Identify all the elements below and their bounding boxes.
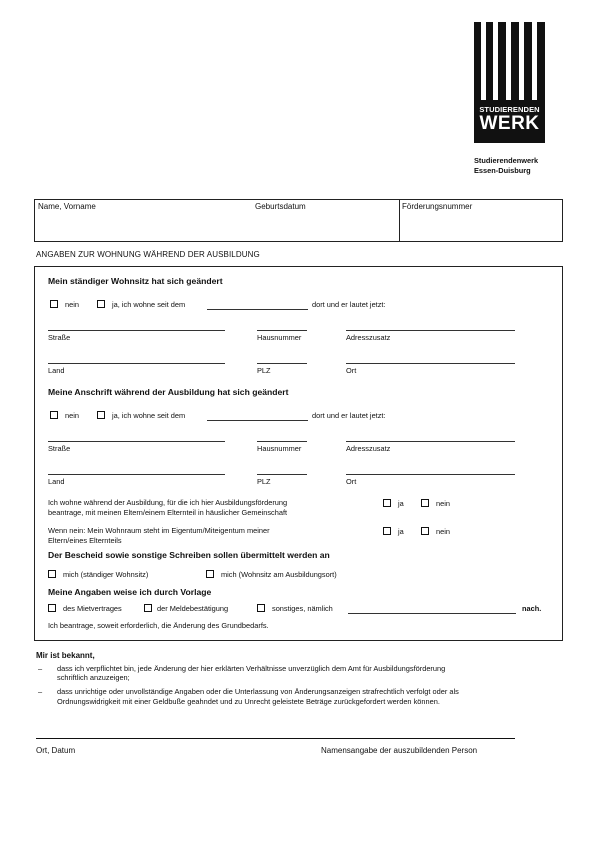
proof-suffix: nach. xyxy=(522,604,542,613)
block2-city-label: Ort xyxy=(346,477,357,486)
signature-line[interactable] xyxy=(36,738,515,739)
block1-address-input[interactable] xyxy=(346,330,515,331)
block2-heading: Meine Anschrift während der Ausbildung hat sich geändert xyxy=(48,387,289,397)
block1-zip-input[interactable] xyxy=(257,363,307,364)
block1-country-label: Land xyxy=(48,366,65,375)
logo-stripe xyxy=(481,22,486,100)
q1-text-line2: beantrage, mit meinen Eltern/einem Elternteil in häuslicher Gemeinschaft xyxy=(48,508,288,517)
q1-text-line1: Ich wohne während der Ausbildung, für die ich hier Ausbildungsförderung xyxy=(48,498,288,507)
q2-yes-checkbox[interactable] xyxy=(383,527,391,535)
delivery-permanent-label: mich (ständiger Wohnsitz) xyxy=(63,570,149,579)
proof-note: Ich beantrage, soweit erforderlich, die Änderung des Grundbedarfs. xyxy=(48,621,269,630)
block1-zip-label: PLZ xyxy=(257,366,271,375)
block1-address-label: Adresszusatz xyxy=(346,333,391,342)
proof-other-label: sonstiges, nämlich xyxy=(272,604,333,613)
q2-yes-label: ja xyxy=(398,527,404,536)
block1-house-input[interactable] xyxy=(257,330,307,331)
block1-country-input[interactable] xyxy=(48,363,225,364)
block2-street-input[interactable] xyxy=(48,441,225,442)
q1-yes-checkbox[interactable] xyxy=(383,499,391,507)
block2-street-label: Straße xyxy=(48,444,71,453)
proof-heading: Meine Angaben weise ich durch Vorlage xyxy=(48,587,212,597)
block1-heading: Mein ständiger Wohnsitz hat sich geändert xyxy=(48,276,223,286)
known-dash: – xyxy=(38,664,43,673)
q2-no-checkbox[interactable] xyxy=(421,527,429,535)
proof-lease-checkbox[interactable] xyxy=(48,604,56,612)
proof-other-checkbox[interactable] xyxy=(257,604,265,612)
block1-house-label: Hausnummer xyxy=(257,333,302,342)
known-item-2-line1: dass unrichtige oder unvollständige Angaben oder die Unterlassung von Änderungsanzeigen strafrechtlich verfolgt oder als xyxy=(57,687,459,696)
logo-caption: Essen-Duisburg xyxy=(474,166,531,175)
header-divider xyxy=(399,199,400,242)
block2-date-input[interactable] xyxy=(207,420,308,421)
block2-house-label: Hausnummer xyxy=(257,444,302,453)
delivery-permanent-checkbox[interactable] xyxy=(48,570,56,578)
delivery-heading: Der Bescheid sowie sonstige Schreiben sollen übermittelt werden an xyxy=(48,550,330,560)
logo-stripe xyxy=(493,22,498,100)
proof-registration-label: der Meldebestätigung xyxy=(157,604,229,613)
block1-no-label: nein xyxy=(65,300,79,309)
known-item-1-line1: dass ich verpflichtet bin, jede Änderung der hier erklärten Verhältnisse unverzüglich dem Amt für Ausbildungsförderung xyxy=(57,664,446,673)
logo-text-main: WERK xyxy=(479,113,540,134)
place-date-label: Ort, Datum xyxy=(36,746,76,755)
known-item-2-line2: Ordnungswidrigkeit mit einer Geldbuße geahndet und zu Unrecht geleistete Beträge zurückgefordert werden können. xyxy=(57,697,440,706)
delivery-study-checkbox[interactable] xyxy=(206,570,214,578)
logo-stripe xyxy=(519,22,524,100)
block2-address-input[interactable] xyxy=(346,441,515,442)
q2-text-line2: Eltern/eines Elternteils xyxy=(48,536,122,545)
funding-number-field[interactable]: Förderungsnummer xyxy=(402,202,473,211)
block2-country-label: Land xyxy=(48,477,65,486)
name-field[interactable]: Name, Vorname xyxy=(38,202,96,211)
block1-city-label: Ort xyxy=(346,366,357,375)
logo-stripe xyxy=(532,22,537,100)
block1-yes-label: ja, ich wohne seit dem xyxy=(112,300,186,309)
delivery-study-label: mich (Wohnsitz am Ausbildungsort) xyxy=(221,570,337,579)
proof-lease-label: des Mietvertrages xyxy=(63,604,122,613)
logo-stripe xyxy=(506,22,511,100)
q1-yes-label: ja xyxy=(398,499,404,508)
known-dash: – xyxy=(38,687,43,696)
known-heading: Mir ist bekannt, xyxy=(36,651,95,660)
block2-after-label: dort und er lautet jetzt: xyxy=(312,411,386,420)
block2-no-label: nein xyxy=(65,411,79,420)
block2-zip-label: PLZ xyxy=(257,477,271,486)
signature-name-label: Namensangabe der auszubildenden Person xyxy=(321,746,478,755)
q2-text-line1: Wenn nein: Mein Wohnraum steht im Eigentum/Miteigentum meiner xyxy=(48,526,270,535)
block2-house-input[interactable] xyxy=(257,441,307,442)
q1-no-checkbox[interactable] xyxy=(421,499,429,507)
block1-street-label: Straße xyxy=(48,333,71,342)
main-form-box xyxy=(34,266,563,641)
block2-zip-input[interactable] xyxy=(257,474,307,475)
block1-no-checkbox[interactable] xyxy=(50,300,58,308)
logo-caption: Studierendenwerk xyxy=(474,156,539,165)
q2-no-label: nein xyxy=(436,527,450,536)
section-title: ANGABEN ZUR WOHNUNG WÄHREND DER AUSBILDUNG xyxy=(36,250,260,259)
block1-after-label: dort und er lautet jetzt: xyxy=(312,300,386,309)
q1-no-label: nein xyxy=(436,499,450,508)
proof-registration-checkbox[interactable] xyxy=(144,604,152,612)
birthdate-field[interactable]: Geburtsdatum xyxy=(255,202,306,211)
known-item-1-line2: schriftlich anzuzeigen; xyxy=(57,673,130,682)
block2-yes-checkbox[interactable] xyxy=(97,411,105,419)
logo-text-top: STUDIERENDEN xyxy=(479,105,540,114)
studierendenwerk-logo xyxy=(474,22,545,143)
block1-date-input[interactable] xyxy=(207,309,308,310)
block1-street-input[interactable] xyxy=(48,330,225,331)
block1-yes-checkbox[interactable] xyxy=(97,300,105,308)
block2-no-checkbox[interactable] xyxy=(50,411,58,419)
block2-city-input[interactable] xyxy=(346,474,515,475)
block1-city-input[interactable] xyxy=(346,363,515,364)
block2-address-label: Adresszusatz xyxy=(346,444,391,453)
block2-country-input[interactable] xyxy=(48,474,225,475)
block2-yes-label: ja, ich wohne seit dem xyxy=(112,411,186,420)
proof-other-input[interactable] xyxy=(348,613,516,614)
